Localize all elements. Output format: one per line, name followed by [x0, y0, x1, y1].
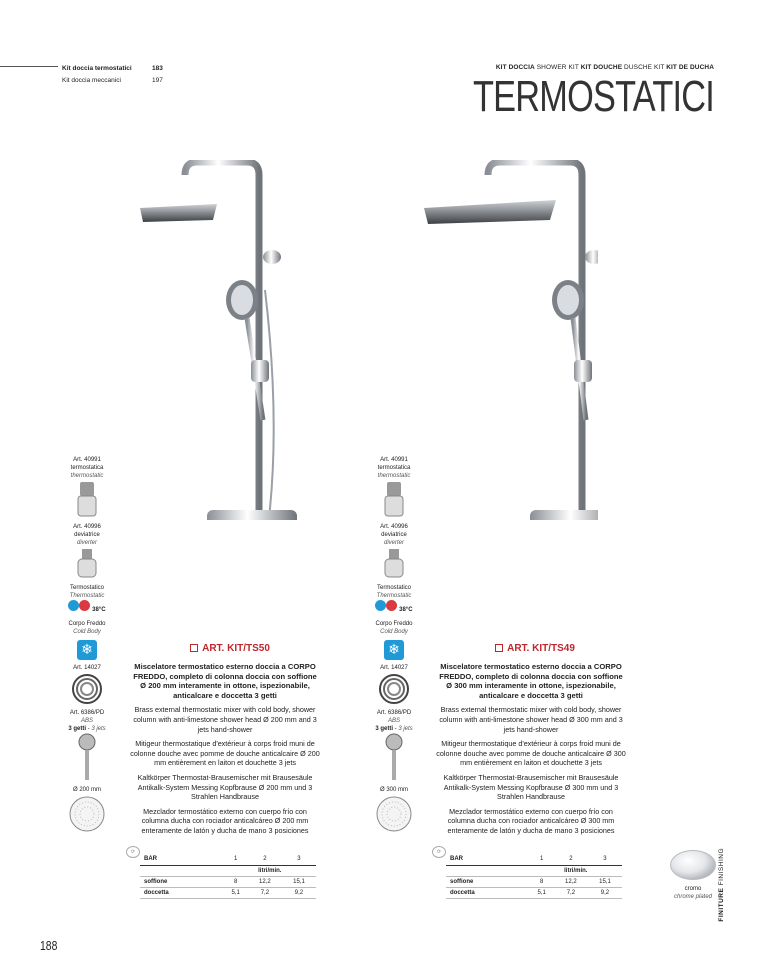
thermostatic-cartridge-icon — [379, 480, 409, 520]
article-code-ts50: ART. KIT/TS50 — [135, 643, 325, 654]
description-ts49: Miscelatore termostatico esterno doccia a CORPO FREDDO, completo di colonna doccia con soffione Ø 300 mm interamente in ottone, ispezionabile, anticalcare e doccetta 3 getti Brass external thermostatic mixer with cold body, shower column with anti-limestone shower head Ø 300 mm and 3 jets hand-shower Mitigeur thermostatique d'extérieur à corps froid muni de colonne douche avec pomme de douche anticalcaire Ø 300 mm entièrement en laiton et douchette 3 jets Kaltkörper Thermostat-Brausemischer mit Brausesäule Antikalk-System Messing Kopfbrause Ø 300 mm und 3 Strahlen Handbrause Mezclador termostático externo con cuerpo frío con columna ducha con rociador anticalcáreo Ø 300 mm enteramente de latón y ducha de mano 3 posiciones — [436, 662, 626, 835]
side-specs-ts49: Art. 40991 termostatica thermostatic Art. 40996 deviatrice diverter Termostatico Thermostatic 38°C Corpo Freddo Cold Body ❄ Art. 14027 Art. 6386/PD ABS 3 getti - 3 jets Ø 300 mm — [369, 456, 419, 837]
finish-name: cromo chrome plated — [673, 886, 713, 900]
snowflake-icon: ❄ — [77, 640, 97, 660]
finishing-label: FINITURE FINISHING — [718, 848, 725, 922]
thermostatic-cartridge-icon — [72, 480, 102, 520]
snowflake-icon: ❄ — [384, 640, 404, 660]
hand-shower-icon — [77, 733, 97, 783]
page-number: 188 — [40, 938, 58, 953]
side-specs-ts50: Art. 40991 termostatica thermostatic Art. 40996 deviatrice diverter Termostatico Thermostatic 38°C Corpo Freddo Cold Body ❄ Art. 14027 Art. 6386/PD ABS 3 getti - 3 jets Ø 200 mm — [62, 456, 112, 837]
diverter-cartridge-icon — [72, 547, 102, 581]
flow-table-ts49: BAR 1 2 3 litri/min. soffione 8 12,2 15,1 doccetta 5,1 7,2 9,2 — [446, 854, 622, 899]
hose-icon — [377, 672, 411, 706]
article-code-ts49: ART. KIT/TS49 — [440, 643, 630, 654]
pressure-icon: ⟳ — [432, 846, 446, 858]
shower-column-image-ts49 — [418, 160, 598, 520]
page-title: TERMOSTATICI — [472, 72, 714, 121]
hose-icon — [70, 672, 104, 706]
thermostat-icon: 38°C — [62, 600, 112, 614]
diverter-cartridge-icon — [379, 547, 409, 581]
toc-item-thermostatic[interactable]: Kit doccia termostatici 183 — [0, 62, 170, 74]
toc-item-mechanical[interactable]: Kit doccia meccanici 197 — [62, 76, 163, 84]
shower-column-image-ts50 — [135, 160, 315, 520]
thermostat-icon: 38°C — [369, 600, 419, 614]
hand-shower-icon — [384, 733, 404, 783]
pressure-icon: ⟳ — [126, 846, 140, 858]
kit-languages: KIT DOCCIA SHOWER KIT KIT DOUCHE DUSCHE KIT KIT DE DUCHA — [495, 64, 714, 71]
toc — [0, 62, 170, 86]
flow-table-ts50: BAR 1 2 3 litri/min. soffione 8 12,2 15,1 doccetta 5,1 7,2 9,2 — [140, 854, 316, 899]
shower-head-icon — [67, 794, 107, 834]
chrome-finish-swatch — [670, 850, 716, 880]
shower-head-icon — [374, 794, 414, 834]
description-ts50: Miscelatore termostatico esterno doccia a CORPO FREDDO, completo di colonna doccia con soffione Ø 200 mm interamente in ottone, ispezionabile, anticalcare e doccetta 3 getti Brass external thermostatic mixer with cold body, shower column with anti-limestone shower head Ø 200 mm and 3 jets hand-shower Mitigeur thermostatique d'extérieur à corps froid muni de colonne douche avec pomme de douche anticalcaire Ø 200 mm entièrement en laiton et douchette 3 jets Kaltkörper Thermostat-Brausemischer mit Brausesäule Antikalk-System Messing Kopfbrause Ø 200 mm und 3 Strahlen Handbrause Mezclador termostático externo con cuerpo frío con columna ducha con rociador anticalcáreo Ø 200 mm enteramente de latón y ducha de mano 3 posiciones — [130, 662, 320, 835]
